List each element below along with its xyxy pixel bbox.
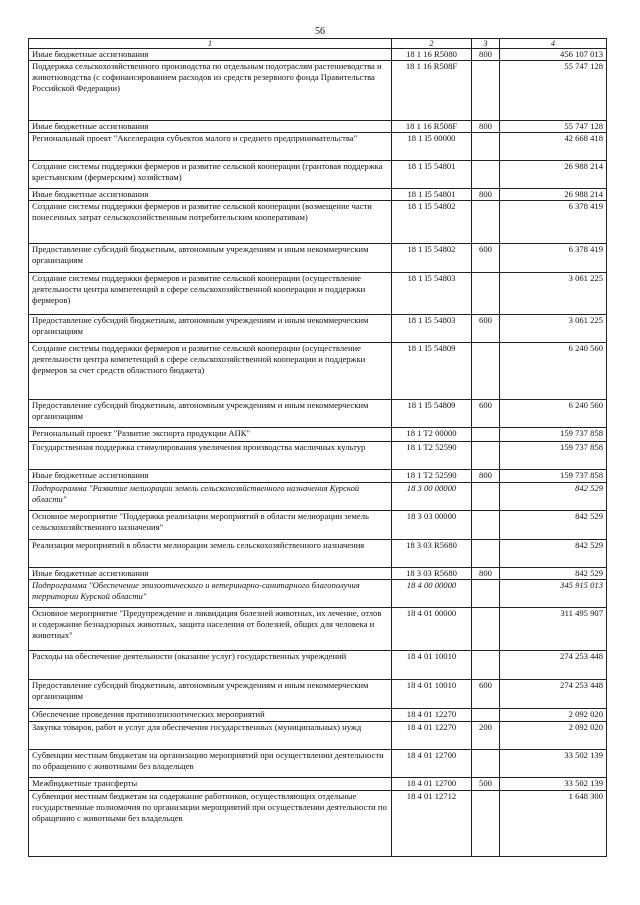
row-type: 800 — [472, 189, 500, 201]
column-header: 1 — [29, 39, 392, 49]
table-row — [29, 201, 607, 244]
table-row — [29, 49, 607, 61]
row-code: 18 1 T2 00000 — [392, 428, 472, 442]
row-type: 600 — [472, 315, 500, 343]
column-header: 4 — [500, 39, 607, 49]
row-code: 18 1 I5 54809 — [392, 343, 472, 400]
row-name: Межбюджетные трансферты — [29, 778, 392, 791]
table-row — [29, 315, 607, 343]
table-row — [29, 791, 607, 857]
row-sum: 55 747 128 — [500, 121, 607, 133]
table-row — [29, 428, 607, 442]
row-code: 18 1 I5 54803 — [392, 273, 472, 315]
row-sum: 842 529 — [500, 568, 607, 580]
row-sum: 33 502 139 — [500, 778, 607, 791]
row-type: 800 — [472, 121, 500, 133]
table-row — [29, 608, 607, 651]
row-type — [472, 540, 500, 568]
row-name: Закупка товаров, работ и услуг для обеспечения государственных (муниципальных) нужд — [29, 722, 392, 750]
row-code: 18 3 00 00000 — [392, 483, 472, 511]
row-sum: 842 529 — [500, 483, 607, 511]
row-name: Подпрограмма "Развитие мелиорации земель сельскохозяйственного назначения Курской области" — [29, 483, 392, 511]
row-name: Иные бюджетные ассигнования — [29, 470, 392, 483]
row-name: Региональный проект "Развитие экспорта продукции АПК" — [29, 428, 392, 442]
table-row — [29, 470, 607, 483]
row-code: 18 4 01 00000 — [392, 608, 472, 651]
table-row — [29, 580, 607, 608]
row-name: Основное мероприятие "Предупреждение и ликвидация болезней животных, их лечение, отлов и содержание безнадзорных животных, защита населения от болезней, общих для человека и животных" — [29, 608, 392, 651]
row-type — [472, 580, 500, 608]
column-header: 2 — [392, 39, 472, 49]
row-code: 18 4 00 00000 — [392, 580, 472, 608]
row-name: Предоставление субсидий бюджетным, автономным учреждениям и иным некоммерческим организациям — [29, 680, 392, 709]
row-name: Иные бюджетные ассигнования — [29, 49, 392, 61]
table-header-row — [29, 39, 607, 49]
row-sum: 159 737 858 — [500, 442, 607, 470]
row-type — [472, 791, 500, 857]
row-type — [472, 511, 500, 540]
row-type — [472, 750, 500, 778]
row-name: Иные бюджетные ассигнования — [29, 568, 392, 580]
row-sum: 6 240 560 — [500, 343, 607, 400]
row-code: 18 1 I5 00000 — [392, 133, 472, 161]
row-name: Предоставление субсидий бюджетным, автономным учреждениям и иным некоммерческим организациям — [29, 315, 392, 343]
row-sum: 842 529 — [500, 511, 607, 540]
row-sum: 274 253 448 — [500, 680, 607, 709]
row-code: 18 3 03 R5680 — [392, 568, 472, 580]
row-sum: 1 648 300 — [500, 791, 607, 857]
row-type — [472, 161, 500, 189]
row-sum: 26 988 214 — [500, 189, 607, 201]
row-code: 18 1 I5 54803 — [392, 315, 472, 343]
row-sum: 6 240 560 — [500, 400, 607, 428]
row-code: 18 4 01 12712 — [392, 791, 472, 857]
row-code: 18 1 I5 54801 — [392, 189, 472, 201]
row-type — [472, 428, 500, 442]
row-type — [472, 201, 500, 244]
table-row — [29, 273, 607, 315]
table-row — [29, 568, 607, 580]
row-name: Расходы на обеспечение деятельности (оказание услуг) государственных учреждений — [29, 651, 392, 680]
table-row — [29, 540, 607, 568]
column-header: 3 — [472, 39, 500, 49]
row-name: Региональный проект "Акселерация субъектов малого и среднего предпринимательства" — [29, 133, 392, 161]
table-row — [29, 680, 607, 709]
row-code: 18 4 01 12270 — [392, 722, 472, 750]
row-code: 18 4 01 12700 — [392, 750, 472, 778]
row-name: Иные бюджетные ассигнования — [29, 121, 392, 133]
row-code: 18 4 01 12700 — [392, 778, 472, 791]
table-row — [29, 133, 607, 161]
row-type: 600 — [472, 244, 500, 273]
table-row — [29, 442, 607, 470]
row-name: Предоставление субсидий бюджетным, автономным учреждениям и иным некоммерческим организациям — [29, 244, 392, 273]
row-code: 18 1 T2 52590 — [392, 442, 472, 470]
row-code: 18 1 16 R508F — [392, 121, 472, 133]
row-sum: 2 092 020 — [500, 709, 607, 722]
row-code: 18 4 01 10010 — [392, 680, 472, 709]
row-type — [472, 61, 500, 121]
row-sum: 274 253 448 — [500, 651, 607, 680]
row-type: 200 — [472, 722, 500, 750]
table-row — [29, 343, 607, 400]
row-sum: 159 737 858 — [500, 428, 607, 442]
row-type — [472, 133, 500, 161]
table-row — [29, 161, 607, 189]
row-sum: 3 061 225 — [500, 273, 607, 315]
table-row — [29, 483, 607, 511]
table-row — [29, 400, 607, 428]
row-code: 18 1 I5 54802 — [392, 244, 472, 273]
page-number: 56 — [315, 26, 325, 37]
table-row — [29, 651, 607, 680]
row-sum: 842 529 — [500, 540, 607, 568]
row-type: 800 — [472, 49, 500, 61]
row-name: Создание системы поддержки фермеров и развитие сельской кооперации (осуществление деятельности центра компетенций в сфере сельскохозяйственной кооперации и поддержки фермеров за счет средств областного бюджета) — [29, 343, 392, 400]
row-name: Обеспечение проведения противоэпизоотических мероприятий — [29, 709, 392, 722]
row-name: Иные бюджетные ассигнования — [29, 189, 392, 201]
row-code: 18 3 03 R5680 — [392, 540, 472, 568]
row-type: 800 — [472, 568, 500, 580]
row-type: 800 — [472, 470, 500, 483]
row-sum: 345 915 013 — [500, 580, 607, 608]
row-type — [472, 483, 500, 511]
row-code: 18 4 01 12270 — [392, 709, 472, 722]
row-name: Государственная поддержка стимулирования увеличения производства масличных культур — [29, 442, 392, 470]
row-name: Создание системы поддержки фермеров и развитие сельской кооперации (грантовая поддержка крестьянским (фермерским) хозяйствам) — [29, 161, 392, 189]
row-type: 500 — [472, 778, 500, 791]
row-sum: 311 495 907 — [500, 608, 607, 651]
row-name: Создание системы поддержки фермеров и развитие сельской кооперации (осуществление деятельности центра компетенций в сфере сельскохозяйственной кооперации и поддержки фермеров) — [29, 273, 392, 315]
row-name: Субвенции местным бюджетам на организацию мероприятий при осуществлении деятельности по обращению с животными без владельцев — [29, 750, 392, 778]
row-name: Реализация мероприятий в области мелиорации земель сельскохозяйственного назначения — [29, 540, 392, 568]
row-type: 600 — [472, 680, 500, 709]
row-sum: 159 737 858 — [500, 470, 607, 483]
table-row — [29, 121, 607, 133]
row-code: 18 4 01 10010 — [392, 651, 472, 680]
row-code: 18 1 16 R5080 — [392, 49, 472, 61]
table-row — [29, 244, 607, 273]
row-sum: 3 061 225 — [500, 315, 607, 343]
table-row — [29, 709, 607, 722]
row-name: Поддержка сельскохозяйственного производства по отдельным подотраслям растениеводства и животноводства (с софинансированием расходов из средств резервного фонда Правительства Российской Федерации) — [29, 61, 392, 121]
row-code: 18 1 I5 54802 — [392, 201, 472, 244]
row-type: 600 — [472, 400, 500, 428]
row-type — [472, 651, 500, 680]
row-type — [472, 273, 500, 315]
row-sum: 55 747 128 — [500, 61, 607, 121]
row-type — [472, 343, 500, 400]
row-sum: 6 378 419 — [500, 201, 607, 244]
budget-table — [28, 38, 607, 857]
row-code: 18 1 I5 54809 — [392, 400, 472, 428]
table-row — [29, 61, 607, 121]
row-sum: 456 107 013 — [500, 49, 607, 61]
row-code: 18 1 T2 52590 — [392, 470, 472, 483]
row-code: 18 3 03 00000 — [392, 511, 472, 540]
row-code: 18 1 16 R508F — [392, 61, 472, 121]
row-name: Подпрограмма "Обеспечение эпизоотического и ветеринарно-санитарного благополучия территории Курской области" — [29, 580, 392, 608]
row-sum: 33 502 139 — [500, 750, 607, 778]
table-row — [29, 778, 607, 791]
table-row — [29, 722, 607, 750]
row-type — [472, 709, 500, 722]
row-name: Предоставление субсидий бюджетным, автономным учреждениям и иным некоммерческим организациям — [29, 400, 392, 428]
table-row — [29, 189, 607, 201]
row-name: Основное мероприятие "Поддержка реализации мероприятий в области мелиорации земель сельскохозяйственного назначения" — [29, 511, 392, 540]
row-type — [472, 608, 500, 651]
row-type — [472, 442, 500, 470]
row-sum: 42 668 418 — [500, 133, 607, 161]
row-sum: 2 092 020 — [500, 722, 607, 750]
row-name: Создание системы поддержки фермеров и развитие сельской кооперации (возмещение части понесенных затрат сельскохозяйственным потребительским кооперативам) — [29, 201, 392, 244]
table-row — [29, 511, 607, 540]
row-name: Субвенции местным бюджетам на содержание работников, осуществляющих отдельные государственные полномочия по организации мероприятий при осуществлении деятельности по обращению с животными без владельцев — [29, 791, 392, 857]
row-code: 18 1 I5 54801 — [392, 161, 472, 189]
row-sum: 6 378 419 — [500, 244, 607, 273]
table-row — [29, 750, 607, 778]
row-sum: 26 988 214 — [500, 161, 607, 189]
